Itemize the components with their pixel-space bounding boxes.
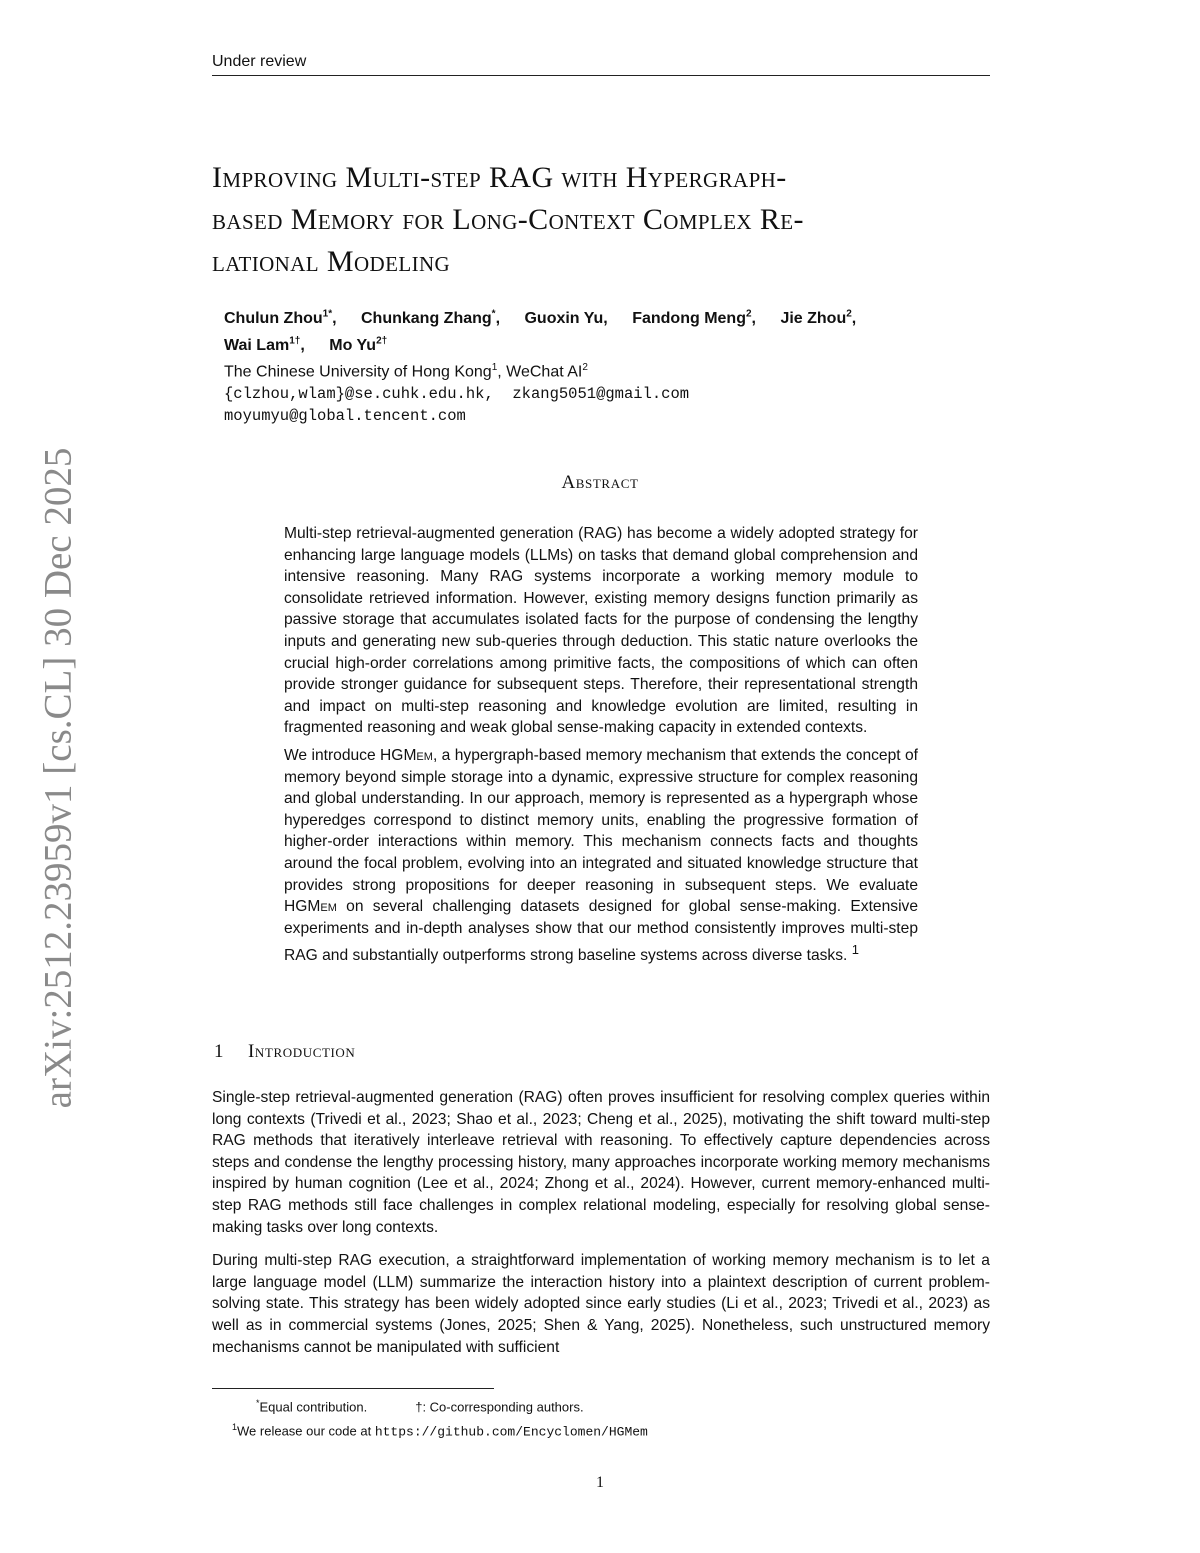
title-line: based Memory for Long-Context Complex Re- — [212, 203, 804, 236]
email-line: moyumyu@global.tencent.com — [224, 406, 466, 425]
code-url-link[interactable]: https://github.com/Encyclomen/HGMem — [374, 1424, 648, 1440]
method-name: HGMem — [284, 898, 337, 916]
title-line: Improving Multi-step RAG with Hypergraph- — [212, 161, 787, 194]
author: Jie Zhou$^2$, — [780, 309, 857, 328]
method-name: HGMem — [380, 746, 433, 764]
abstract-body — [284, 523, 918, 973]
arxiv-side-identifier — [28, 438, 88, 1118]
footnote-code-release: $^1$We release our code at https://github.com/Encyclomen/HGMem — [232, 1422, 648, 1440]
section-number: 1 — [214, 1041, 225, 1062]
section-heading-introduction — [214, 1041, 355, 1063]
affiliation: The Chinese University of Hong Kong$^1$, WeChat $AI^2$ — [224, 361, 588, 380]
section-title-text: Introduction — [248, 1041, 356, 1062]
title-line: lational Modeling — [212, 245, 451, 278]
arxiv-identifier-text: arXiv:2512.23959v1 [cs.CL] 30 Dec 2025 — [36, 447, 80, 1109]
author: Chulun Zhou$^{1*}$, — [224, 309, 337, 328]
page-number: 1 — [596, 1474, 604, 1491]
email-line: {clzhou,wlam}@se.cuhk.edu.hk, zkang5051@gmail.com — [224, 384, 690, 403]
abstract-paragraph: We introduce HGMem, a hypergraph-based memory mechanism that extends the concept of memory beyond simple storage into a dynamic, expressive structure for complex reasoning and global understanding. In our approach, memory is represented as a hypergraph whose hyperedges correspond to distinct memory units, enabling the progressive formation of higher-order interactions within memory. This mechanism connects facts and thoughts around the focal problem, evolving into an integrated and situated knowledge structure that provides strong propositions for deeper reasoning in subsequent steps. We evaluate HGMem on several challenging datasets designed for global sense-making. Extensive experiments and in-depth analyses show that our method consistently improves multi-step RAG and substantially outperforms strong baseline systems across diverse tasks. $^1$ — [284, 746, 918, 965]
author-names — [224, 304, 994, 357]
body-paragraph: During multi-step RAG execution, a straightforward implementation of working memory mechanism is to let a large language model (LLM) summarize the interaction history into a plaintext description of current problem-solving state. This strategy has been widely adopted since early studies (Li et al., 2023; Trivedi et al., 2023) as well as in commercial systems (Jones, 2025; Shen & Yang, 2025). Nonetheless, such unstructured memory mechanisms cannot be manipulated with sufficient — [212, 1252, 990, 1356]
running-header — [212, 52, 990, 76]
author: Guoxin Yu, — [524, 310, 608, 328]
footnote-mark: 1 — [851, 942, 859, 958]
footnote-contribution: *Equal contribution. †: Co-corresponding authors. — [256, 1398, 584, 1415]
body-paragraph: Single-step retrieval-augmented generation (RAG) often proves insufficient for resolving complex queries within long contexts (Trivedi et al., 2023; Shao et al., 2023; Cheng et al., 2025), motivating the shift toward multi-step RAG methods that iteratively interleave retrieval with reasoning. To effectively capture dependencies across steps and condense the lengthy processing history, many approaches incorporate working memory mechanisms inspired by human cognition (Lee et al., 2024; Zhong et al., 2024). However, current memory-enhanced multi-step RAG methods still face challenges in complex relational modeling, especially for resolving global sense-making tasks over long contexts. — [212, 1089, 990, 1236]
author: Wai Lam$^{1\dagger}$, — [224, 335, 305, 354]
abstract-paragraph: Multi-step retrieval-augmented generation (RAG) has become a widely adopted strategy for enhancing large language models (LLMs) on tasks that demand global comprehension and intensive reasoning. Many RAG systems incorporate a working memory module to consolidate retrieved information. However, existing memory designs function primarily as passive storage that accumulates isolated facts for the purpose of condensing the lengthy inputs and generating new sub-queries through deduction. This static nature overlooks the crucial high-order correlations among primitive facts, the compositions of which can often provide stronger guidance for subsequent steps. Therefore, their representational strength and impact on multi-step reasoning and knowledge evolution are limited, resulting in fragmented reasoning and weak global sense-making capacity in extended contexts. — [284, 525, 918, 737]
author: Chunkang Zhang*, — [361, 309, 501, 328]
footnote-divider — [212, 1388, 494, 1389]
introduction-body — [212, 1087, 990, 1370]
abstract-heading: Abstract — [561, 472, 639, 493]
paper-title — [212, 157, 1002, 283]
author-block — [224, 304, 994, 427]
author: Mo $Yu^{2\dagger}$ — [329, 335, 388, 354]
author: Fandong Meng$^2$, — [632, 309, 756, 328]
footnotes — [232, 1393, 992, 1443]
running-head-text: Under review — [212, 53, 307, 70]
